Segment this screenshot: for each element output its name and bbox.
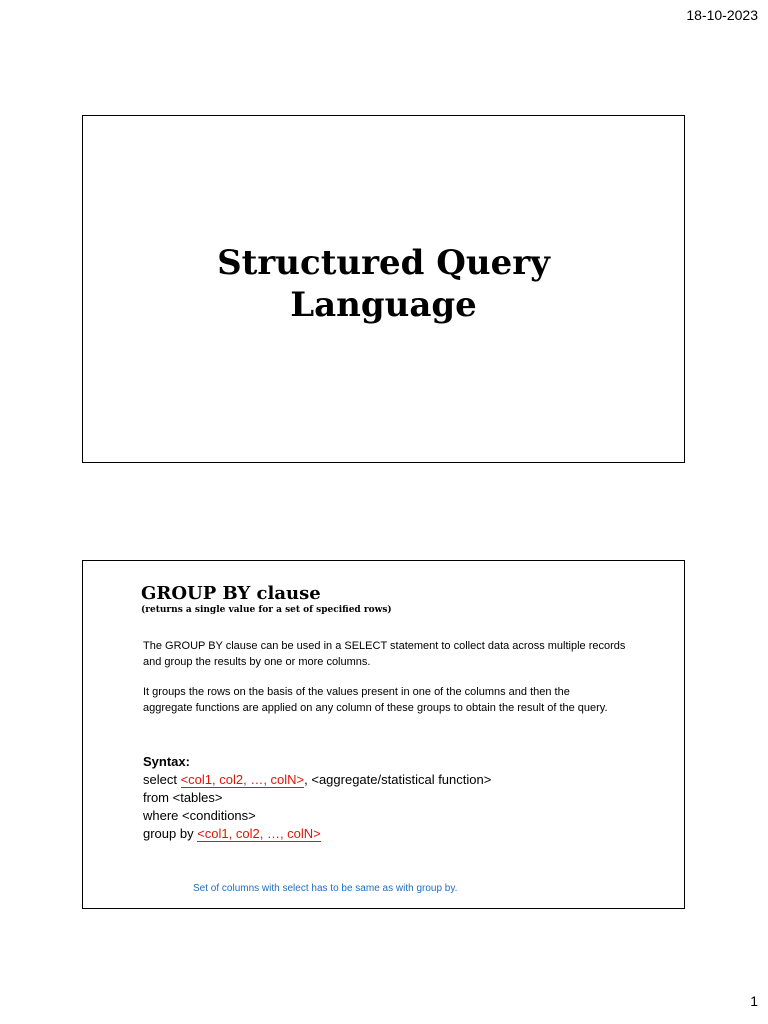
page-number: 1 (750, 993, 758, 1009)
slide-title (82, 115, 685, 463)
select-aggregate: , <aggregate/statistical function> (304, 772, 492, 787)
syntax-heading: Syntax: (143, 754, 190, 769)
syntax-from-line: from <tables> (143, 790, 223, 805)
note-text: Set of columns with select has to be same as with group by. (193, 883, 458, 894)
description-paragraph-1 (143, 638, 653, 670)
slide-group-by (82, 560, 685, 909)
paragraph-1-line-1: The GROUP BY clause can be used in a SELECT statement to collect data across multiple records (143, 640, 626, 652)
slide-title-heading (83, 242, 684, 326)
paragraph-1-line-2: and group the results by one or more columns. (143, 656, 371, 668)
select-keyword: select (143, 772, 181, 787)
paragraph-2-line-1: It groups the rows on the basis of the values present in one of the columns and then the (143, 686, 570, 698)
title-line-2: Language (290, 285, 477, 325)
description-paragraph-2 (143, 684, 653, 716)
select-columns-highlight: <col1, col2, …, colN> (180, 772, 305, 787)
syntax-select-line (143, 771, 491, 789)
title-line-1: Structured Query (217, 243, 550, 283)
paragraph-2-line-2: aggregate functions are applied on any column of these groups to obtain the result of the query. (143, 702, 608, 714)
syntax-where-line: where <conditions> (143, 808, 256, 823)
slide-heading: GROUP BY clause (141, 583, 321, 604)
slide-subheading: (returns a single value for a set of specified rows) (141, 605, 392, 615)
syntax-block (143, 753, 491, 843)
syntax-groupby-line (143, 825, 491, 843)
groupby-columns-highlight: <col1, col2, …, colN> (197, 826, 321, 841)
groupby-keyword: group by (143, 826, 198, 841)
page-date: 18-10-2023 (686, 7, 758, 23)
